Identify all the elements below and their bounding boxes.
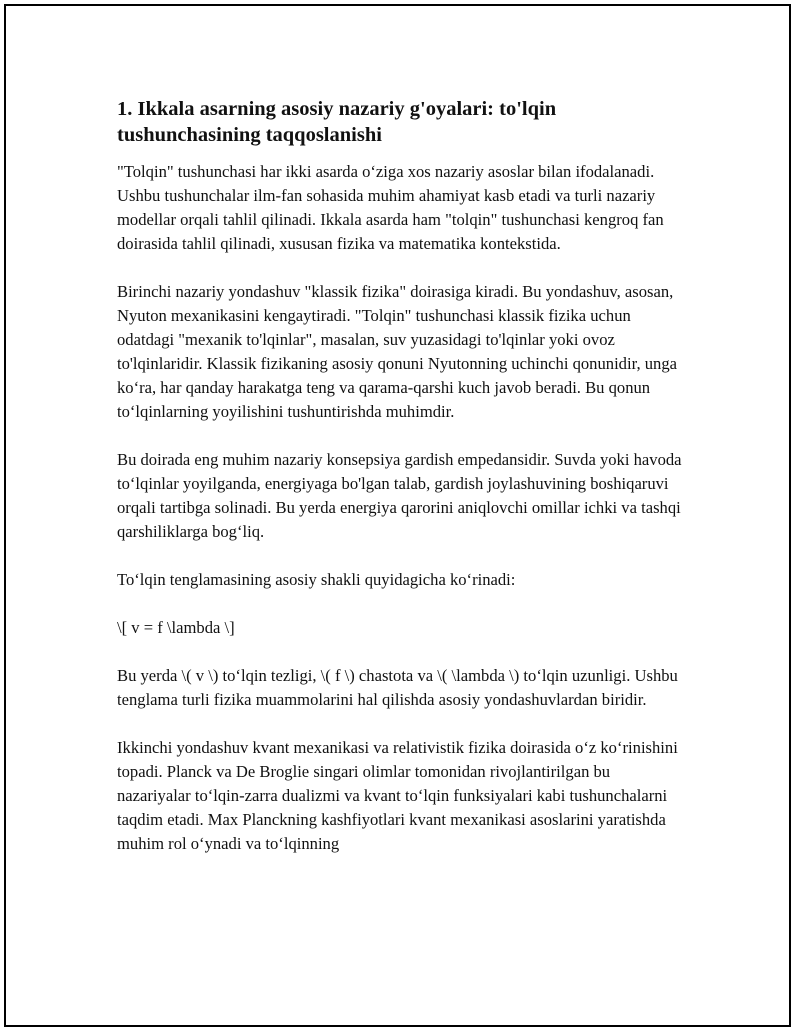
paragraph-impedance: Bu doirada eng muhim nazariy konsepsiya gardish empedansidir. Suvda yoki havoda to‘lqinlar yoyilganda, energiyaga bo'lgan talab, gardish joylashuvining boshiqaruvi orqali tartibga solinadi. Bu yerda energiya qarorini aniqlovchi omillar ichki va tashqi qarshiliklarga bog‘liq. [117, 450, 682, 541]
paragraph-intro: "Tolqin" tushunchasi har ikki asarda o‘ziga xos nazariy asoslar bilan ifodalanadi. Ushbu tushunchalar ilm-fan sohasida muhim ahamiyat kasb etadi va turli nazariy modellar orqali tahlil qilinadi. Ikkala asarda ham "tolqin" tushunchasi kengroq fan doirasida tahlil qilinadi, xususan fizika va matematika kontekstida. [117, 162, 664, 253]
wave-equation: \[ v = f \lambda \] [117, 618, 235, 637]
document-body [117, 96, 687, 880]
paragraph-quantum-mechanics: Ikkinchi yondashuv kvant mexanikasi va relativistik fizika doirasida o‘z ko‘rinishini topadi. Planck va De Broglie singari olimlar tomonidan rivojlantirilgan bu nazariyalar to‘lqin-zarra dualizmi va kvant to‘lqin funksiyalari kabi tushunchalarni taqdim etadi. Max Planckning kashfiyotlari kvant mexanikasi asoslarini yaratishda muhim rol o‘ynadi va to‘lqinning [117, 738, 678, 853]
paragraph-equation-intro: To‘lqin tenglamasining asosiy shakli quyidagicha ko‘rinadi: [117, 570, 516, 589]
paragraph-classical-physics: Birinchi nazariy yondashuv "klassik fizika" doirasiga kiradi. Bu yondashuv, asosan, Nyuton mexanikasini kengaytiradi. "Tolqin" tushunchasi klassik fizika uchun odatdagi "mexanik to'lqinlar", masalan, suv yuzasidagi to'lqinlar yoki ovoz to'lqinlaridir. Klassik fizikaning asosiy qonuni Nyutonning uchinchi qonunidir, unga ko‘ra, har qanday harakatga teng va qarama-qarshi kuch javob beradi. Bu qonun to‘lqinlarning yoyilishini tushuntirishda muhimdir. [117, 282, 677, 421]
section-heading: 1. Ikkala asarning asosiy nazariy g'oyalari: to'lqin tushunchasining taqqoslanishi [117, 98, 557, 146]
paragraph-equation-explanation: Bu yerda \( v \) to‘lqin tezligi, \( f \) chastota va \( \lambda \) to‘lqin uzunligi. Ushbu tenglama turli fizika muammolarini hal qilishda asosiy yondashuvlardan biridir. [117, 666, 678, 709]
